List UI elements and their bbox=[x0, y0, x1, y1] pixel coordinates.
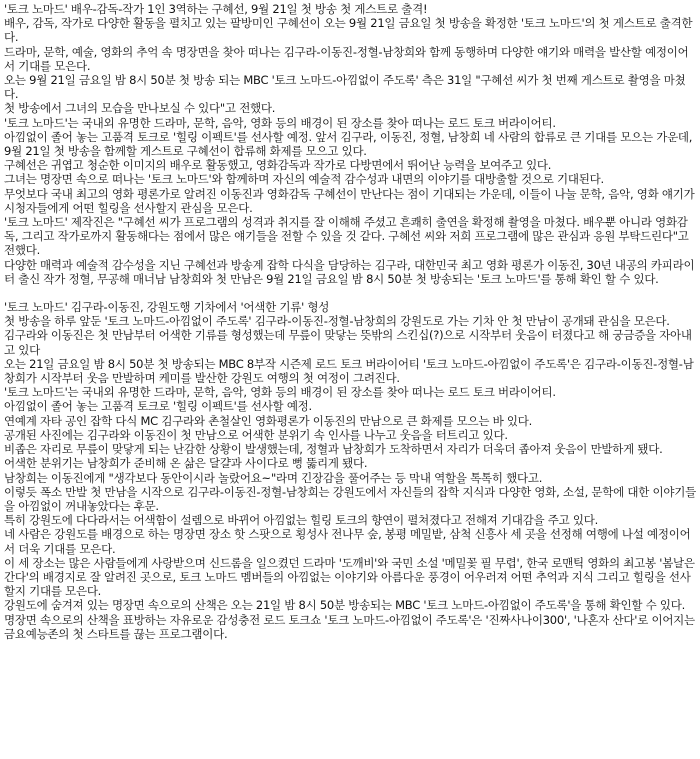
paragraph: 오는 9월 21일 금요일 밤 8시 50분 첫 방송 되는 MBC '토크 노마드-아낌없이 주도록' 측은 31일 "구혜선 씨가 첫 번째 게스트로 촬영을 마쳤다. bbox=[4, 73, 686, 102]
paragraph: 구혜선은 귀엽고 청순한 이미지의 배우로 활동했고, 영화감독과 작가로 다방면에서 뛰어난 능력을 보여주고 있다. bbox=[4, 158, 552, 173]
paragraph: 명장면 속으로의 산책을 표방하는 자유로운 감성충전 로드 토크쇼 '토크 노마드-아낌없이 주도록'은 '진짜사나이300', '나혼자 산다'로 이어지는 금요예능존의 첫 스타트를 끊는 프로그램이다. bbox=[4, 612, 695, 641]
paragraph: 오는 21일 금요일 밤 8시 50분 첫 방송되는 MBC 8부작 시즌제 로드 토크 버라이어티 '토크 노마드-아낌없이 주도록'은 김구라-이동진-정혈-남창희가 시작부터 웃음 만발하며 케미를 발산한 강원도 여행의 첫 여정이 그려진다. bbox=[4, 356, 694, 386]
paragraph: 그녀는 명장면 속으로 떠나는 '토크 노마드'와 함께하며 자신의 예술적 감수성과 내면의 이야기를 대방출할 것으로 기대된다. bbox=[4, 172, 604, 187]
paragraph: '토크 노마드' 제작진은 "구혜선 씨가 프로그램의 성격과 취지를 잘 이해해 주셨고 흔쾌히 출연을 확정해 촬영을 마쳤다. 배우뿐 아니라 영화감독, 그리고 작가로까지 활동해다는 점에서 많은 얘기들을 전할 수 있을 것 같다. 구혜선 씨와 저희 프로그램에 많은 관심과 응원 부탁드린다"고 전했다. bbox=[4, 215, 689, 258]
paragraph: 이 세 장소는 많은 사람들에게 사랑받으며 신드롬을 일으켰던 드라마 '도깨비'와 국민 소설 '메밀꽃 필 무렵', 한국 로맨틱 영화의 최고봉 '봄날은 간다'의 배경지로 잘 알려진 곳으로, 토크 노마드 멤버들의 아낌없는 이야기와 아름다운 풍경이 어우러져 어떤 추억과 지식 그리고 힐링을 선사할지 기대를 모은다. bbox=[4, 555, 695, 599]
paragraph: 김구라와 이동진은 첫 만남부터 어색한 기류를 형성했는데 무릎이 맞닿는 뜻밖의 스킨십(?)으로 시작부터 웃음이 터졌다고 해 궁금증을 자아내고 있다 bbox=[4, 328, 692, 357]
paragraph: 공개된 사진에는 김구라와 이동진이 첫 만남으로 어색한 분위기 속 인사를 나누고 웃음을 터트리고 있다. bbox=[4, 427, 508, 442]
headline-1: '토크 노마드' 배우-감독-작가 1인 3역하는 구혜선, 9월 21일 첫 방송 첫 게스트로 출격! bbox=[4, 2, 428, 16]
paragraph: 첫 방송에서 그녀의 모습을 만나보실 수 있다"고 전했다. bbox=[4, 101, 276, 116]
paragraph: 아낌없이 졸어 놓는 고품격 토크로 '힐링 이펙트'를 선사할 예정. 앞서 김구라, 이동진, 정혈, 남창희 네 사람의 합류로 큰 기대를 모으는 가운데, 9월 21일 첫 방송을 함께할 게스트로 구혜선이 합류해 화제를 모으고 있다. bbox=[4, 129, 693, 159]
paragraph: 비좁은 자리로 무릎이 맞닿게 되는 난감한 상황이 발생했는데, 정혈과 남창희가 도착하면서 자리가 더욱더 좁아져 웃음이 만발하게 됐다. bbox=[4, 442, 663, 457]
article-section-2 bbox=[4, 300, 696, 641]
paragraph: 드라마, 문학, 예술, 영화의 추억 속 명장면을 찾아 떠나는 김구라-이동진-정혈-남창희와 함께 동행하며 다양한 얘기와 매력을 발산할 예정이어서 기대를 모은다. bbox=[4, 44, 689, 73]
section-spacer bbox=[4, 286, 696, 300]
headline-2: '토크 노마드' 김구라-이동진, 강원도행 기차에서 '어색한 기류' 형성 bbox=[4, 300, 330, 315]
paragraph: 네 사람은 강원도를 배경으로 하는 명장면 장소 핫 스팟으로 횡성사 전나무 숲, 봉평 메밀밭, 삼척 신흥사 세 곳을 선정해 여행에 나설 예정이어서 더욱 기대를 모은다. bbox=[4, 527, 691, 556]
paragraph: '토크 노마드'는 국내외 유명한 드라마, 문학, 음악, 영화 등의 배경이 된 장소를 찾아 떠나는 로드 토크 버라이어티. bbox=[4, 115, 556, 130]
paragraph: 배우, 감독, 작가로 다양한 활동을 펼치고 있는 팔방미인 구혜선이 오는 9월 21일 금요일 첫 방송을 확정한 '토크 노마드'의 첫 게스트로 출격한다. bbox=[4, 16, 693, 45]
paragraph: 이렇듯 폭소 만발 첫 만남을 시작으로 김구라-이동진-정혈-남창희는 강원도에서 자신들의 잡학 지식과 다양한 영화, 소설, 문학에 대한 이야기들을 아낌없이 꺼내놓았다는 후문. bbox=[4, 484, 696, 513]
paragraph: 연예계 자타 공인 잡학 다식 MC 김구라와 촌철살인 영화평론가 이동진의 만남으로 큰 화제를 모으는 바 있다. bbox=[4, 413, 533, 428]
paragraph: 강원도에 숨겨져 있는 명장면 속으로의 산책은 오는 21일 밤 8시 50분 방송되는 MBC '토크 노마드-아낌없이 주도록'을 통해 확인할 수 있다. bbox=[4, 598, 685, 613]
article-section-1 bbox=[4, 2, 696, 286]
paragraph: 어색한 분위기는 남창희가 준비해 온 삶은 달걀과 사이다로 뻥 뚫리게 됐다. bbox=[4, 456, 368, 471]
paragraph: 아낌없이 졸어 놓는 고품격 토크로 '힐링 이펙트'를 선사할 예정. bbox=[4, 399, 312, 414]
paragraph: 무엇보다 국내 최고의 영화 평론가로 알려진 이동진과 영화감독 구혜선이 만난다는 점이 기대되는 가운데, 이들이 나눌 문학, 음악, 영화 얘기가 시청자들에게 어떤 힐링을 선사할지 관심을 모은다. bbox=[4, 186, 695, 215]
paragraph: 특히 강원도에 다다라서는 어색함이 설렘으로 바뀌어 아낌없는 힐링 토크의 향연이 펼쳐졌다고 전해져 기대감을 주고 있다. bbox=[4, 513, 599, 528]
paragraph: 남창희는 이동진에게 "생각보다 동안이시라 놀랐어요~"라며 긴장감을 풀어주는 등 막내 역할을 톡톡히 했다고. bbox=[4, 470, 543, 485]
paragraph: '토크 노마드'는 국내외 유명한 드라마, 문학, 음악, 영화 등의 배경이 된 장소를 찾아 떠나는 로드 토크 버라이어티. bbox=[4, 385, 556, 400]
paragraph: 첫 방송을 하루 앞둔 '토크 노마드-아낌없이 주도록' 김구라-이동진-정혈-남창희의 강원도로 가는 기차 안 첫 만남이 공개돼 관심을 모은다. bbox=[4, 314, 670, 329]
paragraph: 다양한 매력과 예술적 감수성을 지닌 구혜선과 방송계 잡학 다식을 담당하는 김구라, 대한민국 최고 영화 평론가 이동진, 30년 내공의 카피라이터 출신 작가 정혈, 무공해 매너남 남창희와 첫 만남은 9월 21일 금요일 밤 8시 50분 첫 방송되는 '토크 노마드'를 통해 확인 할 수 있다. bbox=[4, 257, 695, 286]
